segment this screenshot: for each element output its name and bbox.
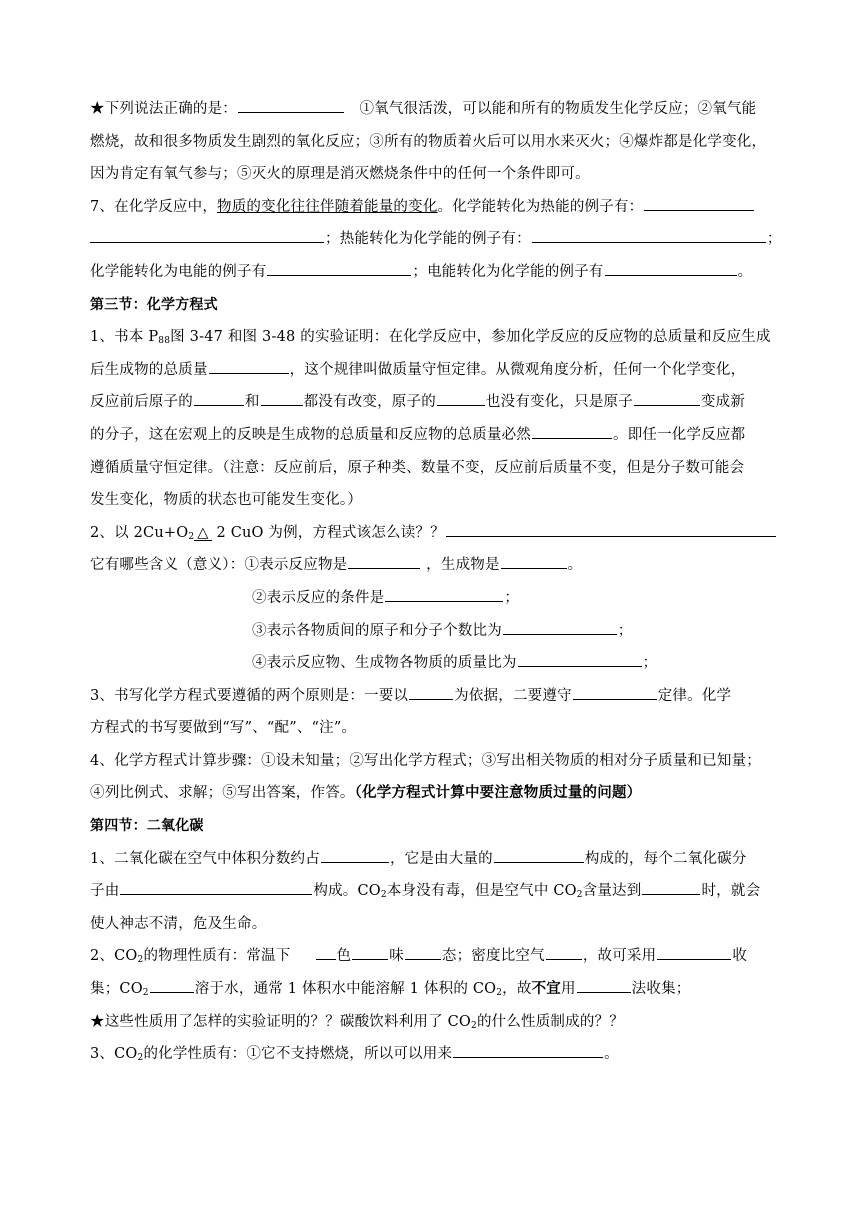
answer-blank[interactable] — [194, 390, 244, 406]
s4-q3-line-1: 3、$CO_2$的化学性质有：①它不支持燃烧，所以可以用来 。 — [90, 1038, 772, 1071]
answer-blank[interactable] — [321, 847, 389, 863]
statement-question-line-3: 因为肯定有氧气参与；⑤灭火的原理是消灭燃烧条件中的任何一个条件即可。 — [90, 166, 590, 183]
answer-blank[interactable] — [437, 390, 485, 406]
s3-q4-line-2: ④列比例式、求解；⑤写出答案，作答。（化学方程式计算中要注意物质过量的问题） — [90, 784, 642, 802]
answer-blank[interactable] — [644, 195, 754, 211]
s4-q2-line-1: 2、$CO_2$的物理性质有：常温下 色 味 态；密度比空气 ，故可采用 收 — [90, 940, 772, 973]
section-4-title: 第四节：二氧化碳 — [90, 818, 204, 835]
s3-q1-line-3: 反应前后原子的 和 都没有改变，原子的 也没有变化，只是原子 变成新 — [90, 386, 772, 419]
s4-q1-line-3: 使人神志不清，危及生命。 — [90, 915, 267, 932]
statement-question-line-1: ★下列说法正确的是： ①氧气很活泼，可以能和所有的物质发生化学反应；②氧气能 — [90, 93, 772, 126]
s3-q2-line-3: ②表示反应的条件是 ； — [90, 582, 772, 615]
s3-q2-line-1: 2、以 $2Cu+O_2$ △ 2 CuO 为例，方程式该怎么读？？ — [90, 517, 772, 550]
answer-blank[interactable] — [605, 260, 737, 276]
s4-q1-line-1: 1、二氧化碳在空气中体积分数约占 ，它是由大量的 构成的，每个二氧化碳分 — [90, 843, 772, 876]
answer-blank[interactable] — [634, 390, 700, 406]
answer-blank[interactable] — [642, 879, 700, 895]
answer-blank[interactable] — [352, 944, 388, 960]
answer-blank[interactable] — [261, 390, 303, 406]
s3-q2-line-2: 它有哪些含义（意义）：①表示反应物是 ，生成物是 。 — [90, 549, 772, 582]
s3-q1-line-1: 1、书本 $P_{88}$图 3-47 和图 3-48 的实验证明：在化学反应中，参加化学反应的反应物的总质量和反应生成 — [90, 329, 771, 347]
triangle-heat-symbol: △ — [194, 526, 211, 541]
answer-blank[interactable] — [503, 619, 617, 635]
answer-blank[interactable] — [316, 944, 336, 960]
s4-q2-line-2: 集；$CO_2$ 溶于水，通常 1 体积水中能溶解 1 体积的 $CO_2$，故不宜用 法收集； — [90, 973, 772, 1006]
answer-blank[interactable] — [546, 944, 582, 960]
answer-blank[interactable] — [90, 227, 324, 243]
energy-question-line-1: 7、在化学反应中，物质的变化往往伴随着能量的变化。化学能转化为热能的例子有： — [90, 191, 772, 224]
answer-blank[interactable] — [209, 358, 289, 374]
answer-blank[interactable] — [657, 944, 731, 960]
answer-blank[interactable] — [573, 684, 657, 700]
s3-q1-line-6: 发生变化，物质的状态也可能发生变化。） — [90, 492, 363, 509]
s3-q1-line-4: 的分子，这在宏观上的反映是生成物的总质量和反应物的总质量必然 。即任一化学反应都 — [90, 419, 772, 452]
energy-question-line-2: ；热能转化为化学能的例子有： ； — [90, 223, 772, 256]
statement-question-line-2: 燃烧，故和很多物质发生剧烈的氧化反应；③所有的物质着火后可以用水来灭火；④爆炸都是化学变化， — [90, 133, 767, 150]
answer-blank[interactable] — [532, 227, 766, 243]
answer-blank[interactable] — [120, 879, 312, 895]
s3-q3-line-2: 方程式的书写要做到“写”、“配”、“注”。 — [90, 720, 357, 737]
answer-blank[interactable] — [409, 684, 453, 700]
answer-blank[interactable] — [532, 423, 612, 439]
answer-blank[interactable] — [494, 847, 584, 863]
answer-blank[interactable] — [577, 977, 631, 993]
s4-q1-line-2: 子由 构成。$CO_2$本身没有毒，但是空气中 $CO_2$含量达到 时，就会 — [90, 875, 772, 908]
star-icon: ★ — [90, 1013, 105, 1030]
answer-blank[interactable] — [348, 553, 420, 569]
s3-q3-line-1: 3、书写化学方程式要遵循的两个原则是：一要以 为依据，二要遵守 定律。化学 — [90, 680, 772, 713]
answer-blank[interactable] — [501, 553, 567, 569]
answer-blank[interactable] — [518, 651, 642, 667]
energy-question-line-3: 化学能转化为电能的例子有 ；电能转化为化学能的例子有 。 — [90, 256, 772, 289]
section-3-title: 第三节：化学方程式 — [90, 296, 218, 313]
answer-blank[interactable] — [238, 97, 344, 113]
answer-blank[interactable] — [267, 260, 411, 276]
answer-blank[interactable] — [385, 586, 503, 602]
s3-q1-line-2: 后生成物的总质量 ，这个规律叫做质量守恒定律。从微观角度分析，任何一个化学变化， — [90, 354, 772, 387]
s3-q1-line-5: 遵循质量守恒定律。（注意：反应前后，原子种类、数量不变，反应前后质量不变，但是分子数可能会 — [90, 459, 745, 476]
answer-blank[interactable] — [446, 521, 776, 537]
s3-q2-line-5: ④表示反应物、生成物各物质的质量比为 ； — [90, 647, 772, 680]
answer-blank[interactable] — [453, 1042, 603, 1058]
s4-q2-line-3: ★这些性质用了怎样的实验证明的？？碳酸饮料利用了 $CO_2$的什么性质制成的？？ — [90, 1013, 624, 1031]
document-page — [90, 93, 782, 1071]
star-icon: ★ — [90, 101, 105, 117]
answer-blank[interactable] — [405, 944, 441, 960]
s3-q4-line-1: 4、化学方程式计算步骤：①设未知量；②写出化学方程式；③写出相关物质的相对分子质量和已知量； — [90, 752, 761, 769]
answer-blank[interactable] — [150, 977, 194, 993]
s3-q2-line-4: ③表示各物质间的原子和分子个数比为 ； — [90, 615, 772, 648]
